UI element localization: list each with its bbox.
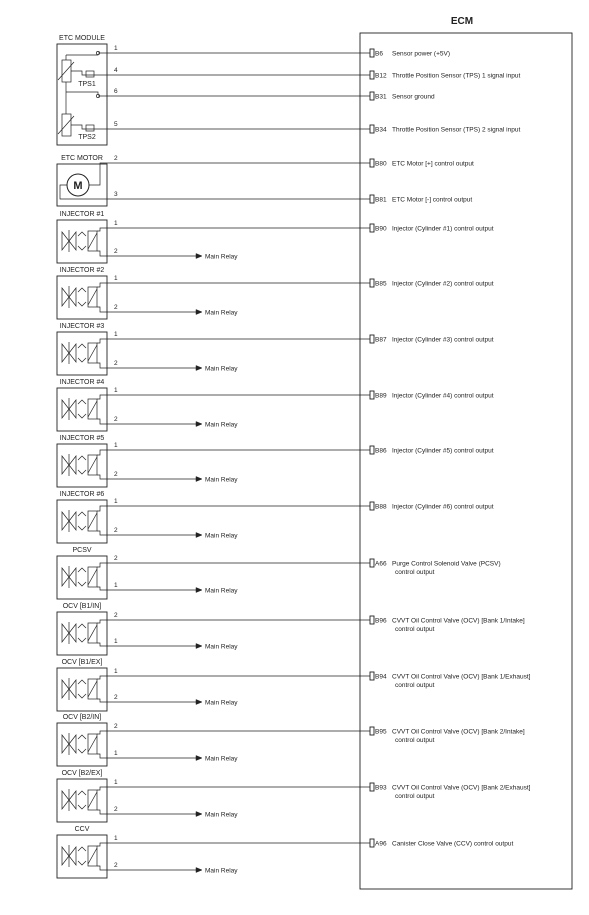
ecm-pin-number: 1 [114,220,118,227]
ecm-terminal-desc-line2: control output [395,682,435,689]
actuator-label: INJECTOR #2 [59,267,105,274]
tps2-label: TPS2 [78,134,96,141]
actuator-box [57,779,107,822]
relay-pin-number: 2 [114,862,118,869]
etc-motor-label: ETC MOTOR [61,155,103,162]
relay-pin-number: 2 [114,471,118,478]
ecm-terminal-desc: Purge Control Solenoid Valve (PCSV) [392,560,501,568]
ecm-terminal-connector [370,727,374,735]
ecm-pin-number: 1 [114,442,118,449]
relay-pin-number: 2 [114,416,118,423]
ecm-pin-number: 1 [114,835,118,842]
relay-arrow-icon [196,366,202,371]
relay-arrow-icon [196,588,202,593]
ecm-terminal-connector [370,559,374,567]
ecm-terminal-desc: CVVT Oil Control Valve (OCV) [Bank 1/Exhaust] [392,673,531,681]
ecm-pin-number: 2 [114,723,118,730]
ecm-terminal-connector [370,125,374,133]
ecm-terminal-connector [370,71,374,79]
relay-arrow-icon [196,422,202,427]
main-relay-label: Main Relay [205,421,238,429]
main-relay-label: Main Relay [205,867,238,875]
actuator-box [57,556,107,599]
relay-pin-number: 1 [114,582,118,589]
ecm-terminal-desc: Injector (Cylinder #2) control output [392,280,494,288]
etc-module-box [57,44,107,145]
ecm-terminal-connector [370,224,374,232]
actuator-label: OCV [B2/EX] [61,770,103,777]
ecm-terminal-connector [370,616,374,624]
ecm-terminal-id: B96 [375,617,387,625]
ecm-terminal-connector [370,446,374,454]
ecm-terminal-id: B34 [375,126,387,134]
actuator-label: OCV [B2/IN] [62,714,102,721]
ecm-terminal-connector [370,783,374,791]
etc-module-label: ETC MODULE [59,35,105,42]
ecm-terminal-desc: Throttle Position Sensor (TPS) 1 signal input [392,72,521,80]
etc-pin-number: 4 [114,67,118,74]
relay-arrow-icon [196,700,202,705]
actuator-box [57,220,107,263]
relay-pin-number: 2 [114,527,118,534]
actuator-label: CCV [74,826,90,833]
motor-letter: M [73,180,83,192]
main-relay-label: Main Relay [205,755,238,763]
ecm-terminal-id: B86 [375,447,387,455]
ecm-title: ECM [450,16,474,27]
main-relay-label: Main Relay [205,476,238,484]
ecm-pin-number: 1 [114,668,118,675]
actuator-label: OCV [B1/EX] [61,659,103,666]
actuator-box [57,668,107,711]
actuator-box [57,500,107,543]
actuator-box [57,612,107,655]
ecm-terminal-desc: Injector (Cylinder #1) control output [392,225,494,233]
actuator-box [57,276,107,319]
ecm-terminal-id: B94 [375,673,387,681]
ecm-terminal-connector [370,159,374,167]
ecm-terminal-connector [370,672,374,680]
tps1-label: TPS1 [78,81,96,88]
ecm-pin-number: 1 [114,331,118,338]
relay-arrow-icon [196,868,202,873]
ecm-terminal-connector [370,839,374,847]
ecm-terminal-desc: Canister Close Valve (CCV) control output [392,840,514,848]
ecm-terminal-id: B31 [375,93,387,101]
etc-pin-number: 5 [114,121,118,128]
ecm-terminal-id: B88 [375,503,387,511]
ecm-terminal-id: B80 [375,160,387,168]
etc-pin-number: 1 [114,45,118,52]
etc-pin-number: 2 [114,155,118,162]
ecm-terminal-id: B12 [375,72,387,80]
relay-pin-number: 1 [114,750,118,757]
ecm-terminal-connector [370,49,374,57]
main-relay-label: Main Relay [205,699,238,707]
ecm-terminal-connector [370,195,374,203]
relay-pin-number: 2 [114,360,118,367]
ecm-terminal-id: B85 [375,280,387,288]
ecm-terminal-connector [370,279,374,287]
ecm-terminal-desc: ETC Motor [+] control output [392,160,474,168]
relay-pin-number: 2 [114,694,118,701]
main-relay-label: Main Relay [205,309,238,317]
relay-pin-number: 1 [114,638,118,645]
ecm-terminal-desc: Injector (Cylinder #4) control output [392,392,494,400]
main-relay-label: Main Relay [205,811,238,819]
actuator-label: INJECTOR #5 [59,435,105,442]
actuator-box [57,388,107,431]
relay-arrow-icon [196,477,202,482]
actuator-box [57,332,107,375]
ecm-terminal-connector [370,502,374,510]
ecm-terminal-desc: Injector (Cylinder #5) control output [392,447,494,455]
etc-pin-number: 3 [114,191,118,198]
ecm-terminal-id: B89 [375,392,387,400]
ecm-terminal-desc: Injector (Cylinder #6) control output [392,503,494,511]
relay-arrow-icon [196,310,202,315]
ecm-terminal-connector [370,335,374,343]
ecm-terminal-id: A96 [375,840,387,848]
actuator-label: INJECTOR #4 [59,379,105,386]
ecm-terminal-id: A66 [375,560,387,568]
ecm-terminal-desc: Sensor ground [392,93,435,101]
ecm-terminal-desc-line2: control output [395,793,435,800]
relay-arrow-icon [196,254,202,259]
ecm-pin-number: 1 [114,779,118,786]
actuator-box [57,723,107,766]
relay-arrow-icon [196,756,202,761]
actuator-label: PCSV [72,547,92,554]
ecm-terminal-id: B87 [375,336,387,344]
relay-arrow-icon [196,812,202,817]
ecm-terminal-desc-line2: control output [395,737,435,744]
relay-pin-number: 2 [114,304,118,311]
ecm-terminal-connector [370,92,374,100]
ecm-terminal-desc: Injector (Cylinder #3) control output [392,336,494,344]
ecm-terminal-desc: Sensor power (+5V) [392,50,450,58]
actuator-label: INJECTOR #6 [59,491,105,498]
ecm-terminal-desc: CVVT Oil Control Valve (OCV) [Bank 1/Intake] [392,617,525,625]
main-relay-label: Main Relay [205,587,238,595]
ecm-terminal-desc-line2: control output [395,569,435,576]
ecm-terminal-desc: Throttle Position Sensor (TPS) 2 signal input [392,126,521,134]
ecm-terminal-connector [370,391,374,399]
actuator-box [57,444,107,487]
ecm-terminal-id: B93 [375,784,387,792]
main-relay-label: Main Relay [205,532,238,540]
ecm-pin-number: 1 [114,498,118,505]
main-relay-label: Main Relay [205,365,238,373]
relay-arrow-icon [196,644,202,649]
actuator-label: OCV [B1/IN] [62,603,102,610]
relay-pin-number: 2 [114,248,118,255]
ecm-terminal-desc-line2: control output [395,626,435,633]
actuator-label: INJECTOR #3 [59,323,105,330]
actuator-label: INJECTOR #1 [59,211,105,218]
ecm-pin-number: 1 [114,387,118,394]
ecm-terminal-desc: CVVT Oil Control Valve (OCV) [Bank 2/Intake] [392,728,525,736]
ecm-terminal-id: B81 [375,196,387,204]
relay-pin-number: 2 [114,806,118,813]
etc-pin-number: 6 [114,88,118,95]
relay-arrow-icon [196,533,202,538]
ecm-terminal-id: B6 [375,50,383,58]
ecm-pin-number: 2 [114,612,118,619]
ecm-terminal-desc: ETC Motor [-] control output [392,196,473,204]
main-relay-label: Main Relay [205,253,238,261]
ecm-terminal-desc: CVVT Oil Control Valve (OCV) [Bank 2/Exhaust] [392,784,531,792]
ecm-terminal-id: B95 [375,728,387,736]
actuator-box [57,835,107,878]
ecm-pin-number: 2 [114,555,118,562]
main-relay-label: Main Relay [205,643,238,651]
ecm-terminal-id: B90 [375,225,387,233]
ecm-pin-number: 1 [114,275,118,282]
